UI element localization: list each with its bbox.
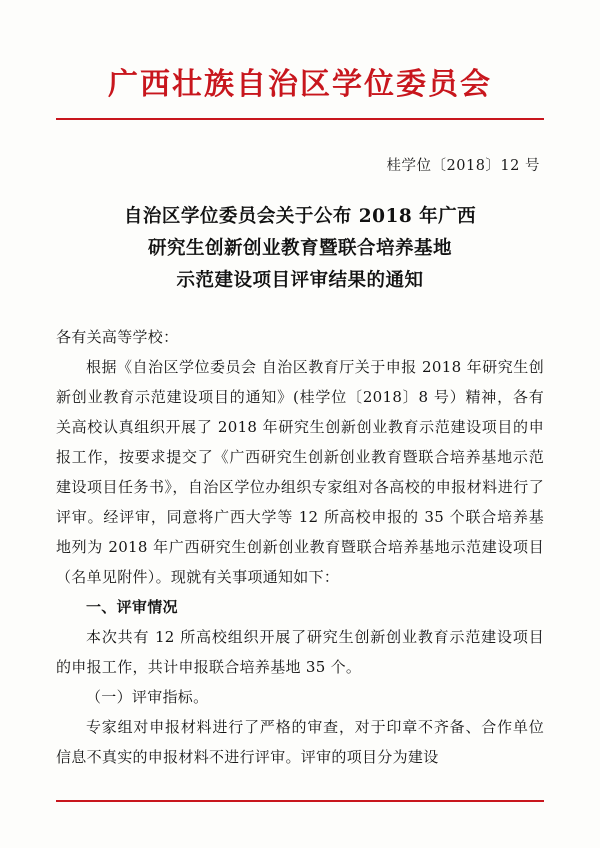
footer-red-rule — [56, 800, 544, 802]
document-title — [56, 201, 544, 298]
title-line-3: 示范建设项目评审结果的通知 — [176, 270, 424, 292]
masthead-red-rule — [56, 118, 544, 120]
issuing-organization-title: 广西壮族自治区学位委员会 — [108, 67, 492, 102]
salutation: 各有关高等学校： — [56, 327, 179, 346]
subsection-heading-1: （一）评审指标。 — [86, 687, 209, 706]
document-number: 桂学位〔2018〕12 号 — [386, 157, 540, 174]
masthead — [56, 0, 544, 120]
footer-rule-wrapper — [56, 800, 544, 802]
body-paragraph-1: 根据《自治区学位委员会 自治区教育厅关于申报 2018 年研究生创新创业教育示范建设项目的通知》(桂学位〔2018〕8 号）精神，各有关高校认真组织开展了 2018 年研究生创新创业教育示范建设项目的申报工作，按要求提交了《广西研究生创新创业教育暨联合培养基地示范建设项目任务书》，自治区学位办组织专家组对各高校的申报材料进行了评审。经评审，同意将广西大学等 12 所高校申报的 35 个联合培养基地列为 2018 年广西研究生创新创业教育暨联合培养基地示范建设项目（名单见附件）。现就有关事项通知如下： — [56, 357, 544, 586]
document-body — [56, 322, 544, 772]
body-paragraph-3: 专家组对申报材料进行了严格的审查，对于印章不齐备、合作单位信息不真实的申报材料不进行评审。评审的项目分为建设 — [56, 717, 544, 766]
section-heading-1: 一、评审情况 — [86, 597, 178, 616]
body-paragraph-2: 本次共有 12 所高校组织开展了研究生创新创业教育示范建设项目的申报工作，共计申报联合培养基地 35 个。 — [56, 627, 544, 676]
title-line-1: 自治区学位委员会关于公布 2018 年广西 — [123, 205, 477, 227]
title-line-2: 研究生创新创业教育暨联合培养基地 — [147, 237, 452, 259]
